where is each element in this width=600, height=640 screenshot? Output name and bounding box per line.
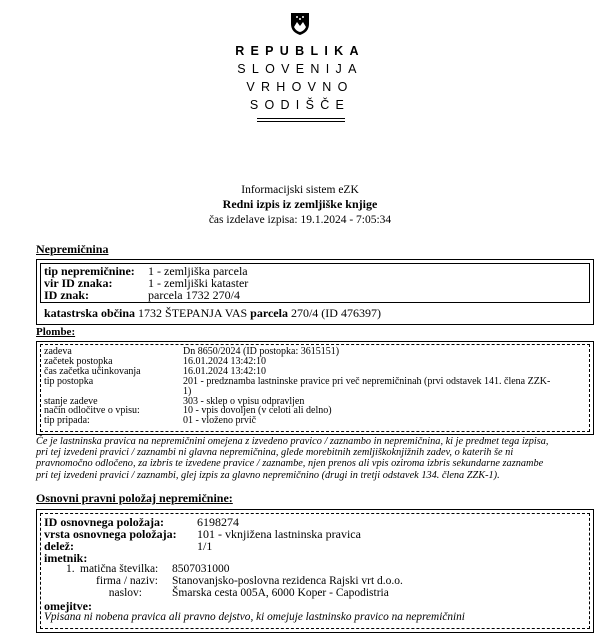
- plombe-row-label: čas začetka učinkovanja: [44, 365, 141, 377]
- document-title: Redni izpis iz zemljiške knjige: [222, 197, 378, 211]
- naslov-value: Šmarska cesta 005A, 6000 Koper - Capodistria: [172, 587, 389, 599]
- firma-label: firma / naziv:: [96, 575, 158, 587]
- omejitve-value: Vpisana ni nobena pravica ali pravno dejstvo, ki omejuje lastninsko pravico na nepremičnini: [44, 611, 465, 623]
- plombe-row-label: stanje zadeve: [44, 395, 98, 407]
- id-znak-value: parcela 1732 270/4: [148, 288, 240, 302]
- maticna-label: matična številka:: [80, 563, 159, 575]
- tip-nepremicnine-label: tip nepremičnine:: [44, 264, 135, 278]
- plombe-row-value: 1): [183, 385, 192, 397]
- vir-id-label: vir ID znaka:: [44, 276, 113, 290]
- tip-nepremicnine-value: 1 - zemljiška parcela: [148, 264, 248, 278]
- imetnik-number: 1.: [66, 563, 75, 575]
- plombe-row-value: Dn 8650/2024 (ID postopka: 3615151): [183, 346, 340, 357]
- plombe-row-label: začetek postopka: [44, 355, 113, 367]
- section-nepremicnina-heading: Nepremičnina: [36, 242, 109, 256]
- header-rule: [257, 118, 345, 119]
- plombe-note: Če je lastninska pravica na nepremičnini omejena z izvedeno pravico / zaznambo in nepremičnina, ki je predmet tega izpisa, pri tej izvedeni pravici / zaznambi ni glavna nepremičnina, glede morebitnih zemljiškoknjižnih zadev, o katerih še ni pravnomočno odločeno, za izbris te izvedene pravice / zaznambe, njen prenos ali vpis oziroma izbris sekundarne zaznambe pri tej izvedeni pravici / zaznambi, glej izpis za glavno nepremičnino (drugi in tretji odstavek 134. člena ZZK-1).: [36, 436, 549, 481]
- plombe-row-value: 16.01.2024 13:42:10: [183, 365, 267, 377]
- header-sodisce: SODIŠČE: [249, 98, 351, 112]
- delez-value: 1/1: [197, 539, 213, 553]
- plombe-row-value: 303 - sklep o vpisu odpravljen: [183, 395, 305, 407]
- plombe-row-label: tip pripada:: [44, 415, 90, 427]
- header-vrhovno: VRHOVNO: [246, 80, 354, 94]
- coat-of-arms-icon: [290, 12, 310, 36]
- imetnik-label: imetnik:: [44, 551, 88, 565]
- header-slovenija: SLOVENIJA: [237, 62, 363, 76]
- plombe-inner-box: [40, 344, 590, 432]
- plombe-row-label: tip postopka: [44, 375, 94, 387]
- delez-label: delež:: [44, 539, 74, 553]
- header-republika: REPUBLIKA: [235, 44, 365, 58]
- naslov-label: naslov:: [108, 587, 142, 599]
- omejitve-label: omejitve:: [44, 599, 92, 613]
- system-name: Informacijski sistem eZK: [241, 184, 359, 196]
- vrsta-polozaja-value: 101 - vknjižena lastninska pravica: [197, 527, 361, 541]
- section-osnovni-heading: Osnovni pravni položaj nepremičnine:: [36, 491, 233, 505]
- plombe-row-value: 16.01.2024 13:42:10: [183, 355, 267, 367]
- header-rule: [257, 121, 345, 122]
- plombe-row-value: 201 - predznamba lastninske pravice pri več nepremičninah (prvi odstavek 141. člena ZZK-: [183, 375, 551, 387]
- plombe-row-value: 01 - vloženo prvič: [183, 415, 257, 427]
- plombe-row-label: način odločitve o vpisu:: [44, 405, 140, 417]
- plombe-row-label: zadeva: [44, 346, 72, 357]
- id-polozaja-value: 6198274: [197, 515, 239, 529]
- maticna-value: 8507031000: [172, 563, 230, 575]
- creation-time: čas izdelave izpisa: 19.1.2024 - 7:05:34: [208, 214, 392, 226]
- firma-value: Stanovanjsko-poslovna rezidenca Rajski vrt d.o.o.: [172, 575, 403, 587]
- katastrska-obcina-line: katastrska občina 1732 ŠTEPANJA VAS parcela 270/4 (ID 476397): [44, 306, 381, 320]
- vrsta-polozaja-label: vrsta osnovnega položaja:: [44, 527, 177, 541]
- section-plombe-heading: Plombe:: [36, 326, 76, 338]
- plombe-row-value: 10 - vpis dovoljen (v celoti ali delno): [183, 405, 332, 417]
- id-znak-label: ID znak:: [44, 288, 90, 302]
- id-polozaja-label: ID osnovnega položaja:: [44, 515, 165, 529]
- vir-id-value: 1 - zemljiški kataster: [148, 276, 249, 290]
